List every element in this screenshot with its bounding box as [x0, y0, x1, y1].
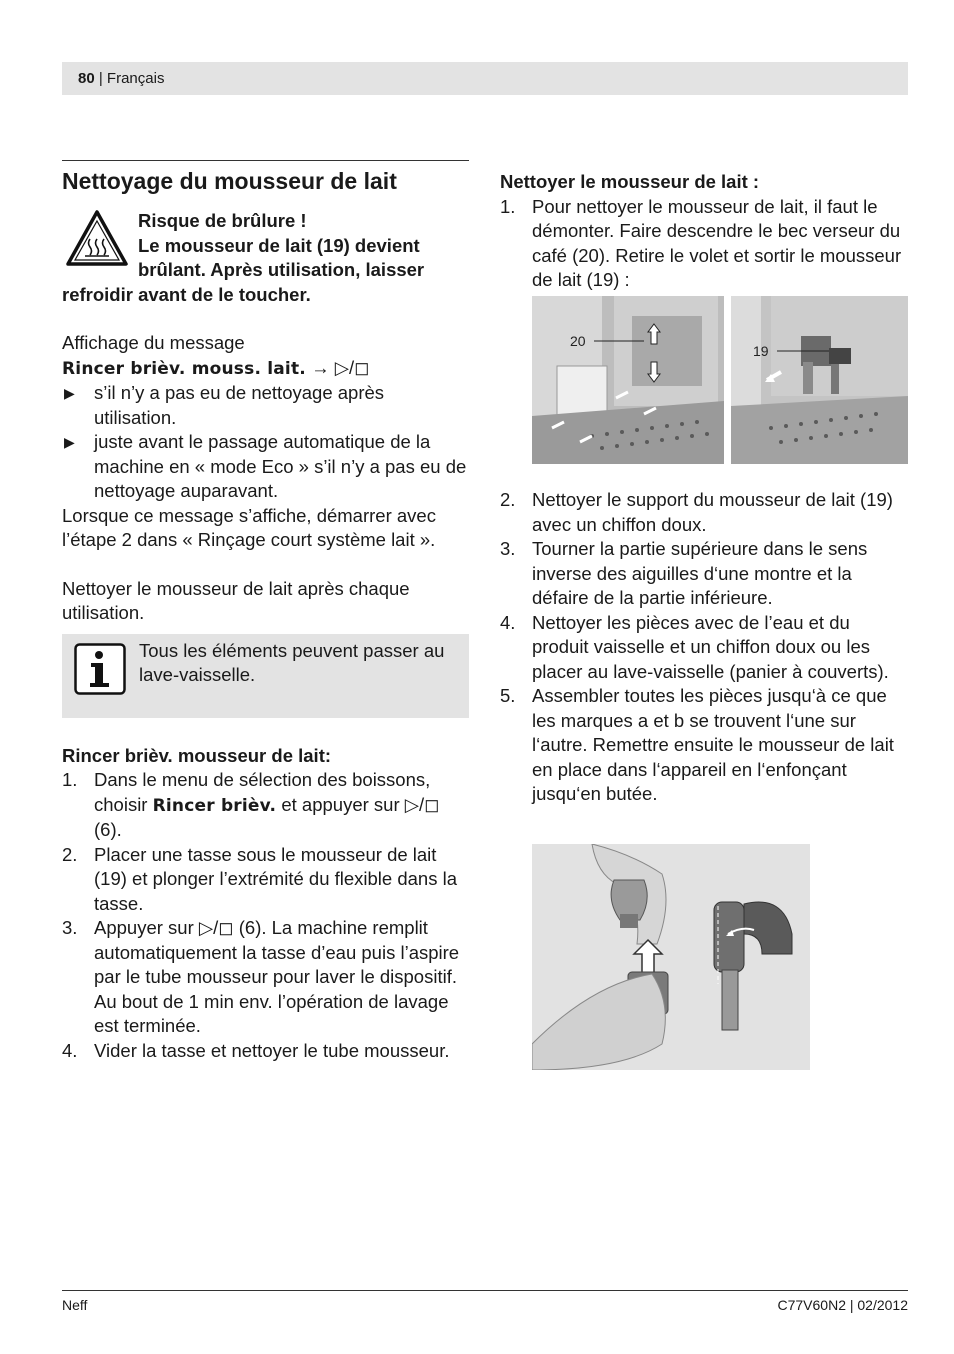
hot-surface-warning-icon	[65, 209, 129, 267]
clean-heading: Nettoyer le mousseur de lait :	[500, 171, 760, 192]
paragraph: Lorsque ce message s’affiche, démarrer avec l’étape 2 dans « Rinçage court système lait ».	[62, 504, 436, 550]
footer-brand: Neff	[62, 1297, 88, 1313]
list-item: ▶ s’il n’y a pas eu de nettoyage après utilisation.	[64, 382, 385, 428]
frother-assembly-illustration	[532, 844, 810, 1070]
label-20: 20	[570, 333, 586, 349]
photo-coffee-spout	[532, 296, 724, 464]
machine-spout-illustration	[532, 296, 724, 464]
condition-list	[62, 381, 469, 504]
page-header	[62, 62, 908, 95]
photo-milk-frother-removal	[731, 296, 908, 464]
rinse-steps	[62, 768, 469, 1063]
step-item: 4. Vider la tasse et nettoyer le tube mousseur.	[62, 1039, 450, 1061]
clean-steps-start	[500, 195, 910, 293]
step-item: 5. Assembler toutes les pièces jusqu‘à ce que les marques a et b se trouvent l‘une sur l‘autre. Remettre ensuite le mousseur de lait en place dans l‘appareil en l‘enfonçant jusqu‘en butée.	[500, 685, 894, 804]
step-item: 1. Pour nettoyer le mousseur de lait, il faut le démonter. Faire descendre le bec verseur du café (20). Retire le volet et sortir le mousseur de lait (19) :	[500, 195, 902, 290]
paragraph: Nettoyer le mousseur de lait après chaque utilisation.	[62, 577, 410, 623]
title-rule	[62, 160, 469, 161]
info-icon	[74, 643, 126, 695]
clean-steps	[500, 488, 910, 807]
language-label: Français	[106, 70, 165, 87]
right-column-lower	[500, 488, 910, 807]
display-message-line	[62, 356, 469, 382]
start-stop-icon: ▷/◻	[334, 356, 370, 378]
step-item: 2. Nettoyer le support du mousseur de lait (19) avec un chiffon doux.	[500, 489, 893, 535]
label-19: 19	[753, 343, 769, 359]
right-column	[500, 160, 910, 293]
step-item: 4. Nettoyer les pièces avec de l’eau et du produit vaisselle et un chiffon doux ou les placer au lave-vaisselle (panier à couverts).	[500, 611, 889, 682]
display-intro: Affichage du message	[62, 332, 245, 353]
info-note	[62, 634, 469, 718]
display-message: Rincer brièv. mouss. lait.	[62, 358, 306, 379]
info-text: Tous les éléments peuvent passer au lave-vaisselle.	[139, 639, 445, 685]
page-number: 80	[78, 70, 95, 87]
step-item: 1. Dans le menu de sélection des boissons, choisir Rincer brièv. et appuyer sur ▷/◻ (6).	[62, 769, 440, 840]
triangle-bullet-icon: ▶	[64, 434, 75, 450]
step-item: 3. Tourner la partie supérieure dans le sens inverse des aiguilles d‘une montre et la défaire de la partie inférieure.	[500, 538, 868, 608]
photo-frother-assembly	[532, 844, 810, 1070]
burn-warning: Risque de brûlure ! Le mousseur de lait (19) devient brûlant. Après utilisation, laisser refroidir avant de le toucher.	[62, 210, 425, 305]
step-item: 2. Placer une tasse sous le mousseur de lait (19) et plonger l’extrémité du flexible dans la tasse.	[62, 843, 457, 914]
footer-rule	[62, 1290, 908, 1291]
footer-model: C77V60N2 | 02/2012	[777, 1297, 908, 1313]
frother-removal-illustration	[731, 296, 908, 464]
section-title: Nettoyage du mousseur de lait	[62, 168, 397, 194]
left-column	[62, 160, 469, 1063]
arrow-icon: →	[311, 356, 330, 378]
list-item: ▶ juste avant le passage automatique de la machine en « mode Eco » s’il n’y a pas eu de nettoyage auparavant.	[64, 431, 467, 501]
triangle-bullet-icon: ▶	[64, 385, 75, 401]
rinse-heading: Rincer brièv. mousseur de lait:	[62, 744, 332, 766]
header-text: 80 | Français	[78, 70, 165, 87]
step-item: 3. Appuyer sur ▷/◻ (6). La machine remplit automatiquement la tasse d’eau puis l’aspire par le tube mousseur pour laver le dispositif. Au bout de 1 min env. l’opération de lavage est terminée.	[62, 917, 460, 1036]
